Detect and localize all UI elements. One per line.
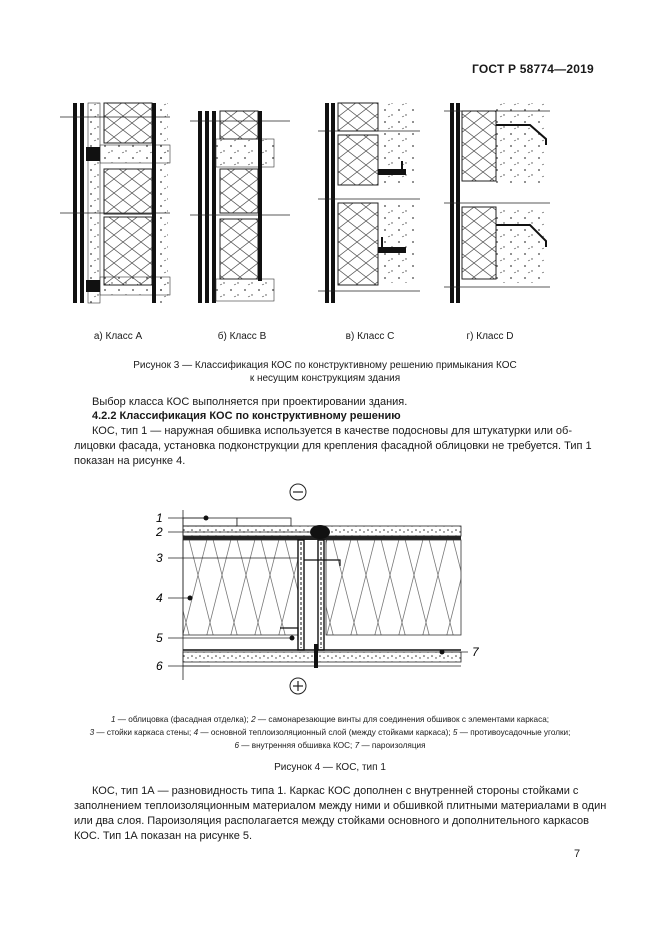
panel-label-c: в) Класс С xyxy=(345,331,395,342)
panel-label-a: а) Класс А xyxy=(93,331,143,342)
legend-num-2: 2 xyxy=(251,715,256,724)
panel-d-drawing xyxy=(444,103,550,303)
legend-num-6: 6 xyxy=(234,741,240,750)
figure3-drawings xyxy=(60,95,580,310)
panel-a-drawing xyxy=(60,103,170,303)
paragraph-1: Выбор класса КОС выполняется при проектировании здания. xyxy=(92,396,408,408)
figure4-legend-line3 xyxy=(40,740,620,753)
paragraph-3-line3: или два слоя. Пароизоляция располагается между стойками основного и дополнительного каркасов xyxy=(74,815,590,827)
panel-label-b: б) Класс В xyxy=(217,331,267,342)
legend-text-2: — самонарезающие винты для соединения обшивок с элементами каркаса; xyxy=(255,715,550,724)
figure4-legend-line2 xyxy=(40,727,620,740)
legend-text-3: — стойки каркаса стены; xyxy=(94,728,194,737)
callout-7: 7 xyxy=(472,645,479,659)
paragraph-2-line3: показан на рисунке 4. xyxy=(74,455,186,467)
legend-num-5: 5 xyxy=(452,728,458,737)
legend-text-5: — противоусадочные уголки; xyxy=(457,728,571,737)
figure4-drawing xyxy=(150,480,490,700)
callout-2: 2 xyxy=(156,525,163,539)
callout-1: 1 xyxy=(156,511,163,525)
legend-text-6: — внутренняя обшивка КОС; xyxy=(239,741,355,750)
paragraph-2-line2: лицовки фасада, установка подконструкции для крепления фасадной облицовки не требуется. Тип 1 xyxy=(74,440,592,452)
callout-4: 4 xyxy=(156,591,163,605)
figure3-caption-line2: к несущим конструкциям здания xyxy=(249,373,401,384)
legend-text-7: — пароизоляция xyxy=(359,741,426,750)
figure4-legend-line1 xyxy=(40,714,620,727)
paragraph-3-line4: КОС. Тип 1А показан на рисунке 5. xyxy=(74,830,253,842)
paragraph-3-line2: заполнением теплоизоляционным материалом между ними и обшивкой плитными материалами в один xyxy=(74,800,607,812)
legend-text-4: — основной теплоизоляционный слой (между стойками каркаса); xyxy=(198,728,453,737)
panel-c-drawing xyxy=(318,103,420,303)
legend-num-3: 3 xyxy=(89,728,95,737)
callout-5: 5 xyxy=(156,631,163,645)
legend-num-4: 4 xyxy=(193,728,199,737)
paragraph-3-line1: КОС, тип 1А — разновидность типа 1. Каркас КОС дополнен с внутренней стороны стойками с xyxy=(92,785,579,797)
legend-text-1: — облицовка (фасадная отделка); xyxy=(115,715,252,724)
standard-header: ГОСТ Р 58774—2019 xyxy=(472,62,594,76)
legend-num-7: 7 xyxy=(354,741,360,750)
panel-b-drawing xyxy=(190,111,290,303)
callout-3: 3 xyxy=(156,551,163,565)
figure3-caption-line1: Рисунок 3 — Классификация КОС по конструктивному решению примыкания КОС xyxy=(133,360,517,371)
paragraph-2-line1: КОС, тип 1 — наружная обшивка используется в качестве подосновы для штукатурки или об- xyxy=(92,425,573,437)
figure4-caption: Рисунок 4 — КОС, тип 1 xyxy=(274,762,386,773)
page-number: 7 xyxy=(574,848,581,860)
callout-6: 6 xyxy=(156,659,163,673)
panel-label-d: г) Класс D xyxy=(466,331,514,342)
legend-num-1: 1 xyxy=(110,715,116,724)
section-heading: 4.2.2 Классификация КОС по конструктивному решению xyxy=(92,410,401,422)
